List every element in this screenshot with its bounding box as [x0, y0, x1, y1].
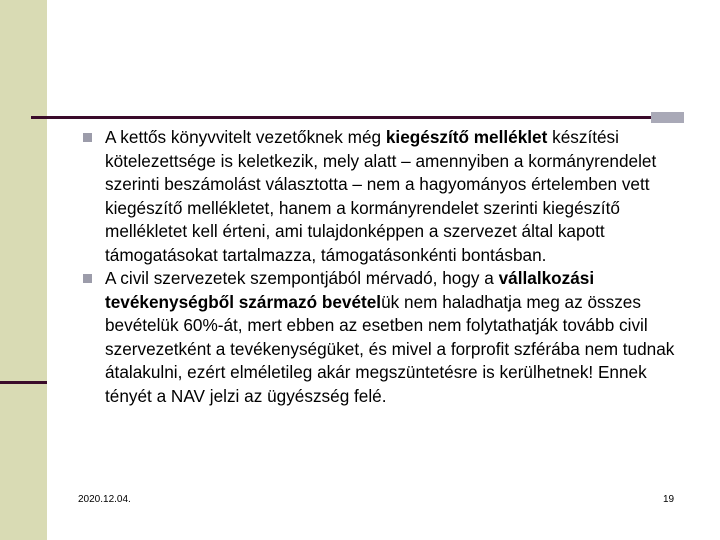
square-bullet-icon [83, 133, 92, 142]
bullet-1-text-end: készítési kötelezettsége is keletkezik, mely alatt – amennyiben a kormányrendelet szerinti beszámolást választotta – nem a hagyományos értelemben vett kiegészítő mellékletet, hanem a kormányrendelet szerinti kiegészítő mellékletet kell érteni, ami tulajdonképpen a szervezet által kapott támogatásokat tartalmazza, támogatásonkénti bontásban. [105, 127, 657, 265]
footer-date: 2020.12.04. [78, 494, 131, 505]
bullet-item-2 [83, 267, 683, 408]
left-decorative-band [0, 0, 47, 540]
bullet-2-bold-text: vállalkozási tevékenységből származó bevétel [105, 268, 595, 312]
bullet-2-text-end: ük nem haladhatja meg az összes bevételük 60%-át, mert ebben az esetben nem folytathatják tovább civil szervezetként a tevékenységüket, és mivel a forprofit szférába nem tudnak átalakulni, ezért elméletileg akár megszüntetésre is kerülhetnek! Ennek tényét a NAV jelzi az ügyészség felé. [105, 291, 675, 406]
top-divider-accent [651, 112, 684, 123]
side-divider-line [0, 381, 47, 384]
bullet-2-text-start: A civil szervezetek szempontjából mérvadó, hogy a [105, 268, 499, 288]
bullet-1-bold-text: kiegészítő melléklet [385, 127, 548, 147]
top-divider-line [31, 116, 651, 119]
bullet-1-text-start: A kettős könyvvitelt vezetőknek még [105, 127, 386, 147]
slide-body [83, 126, 683, 408]
square-bullet-icon [83, 274, 92, 283]
page-number: 19 [663, 494, 675, 505]
bullet-item-1 [83, 126, 683, 267]
